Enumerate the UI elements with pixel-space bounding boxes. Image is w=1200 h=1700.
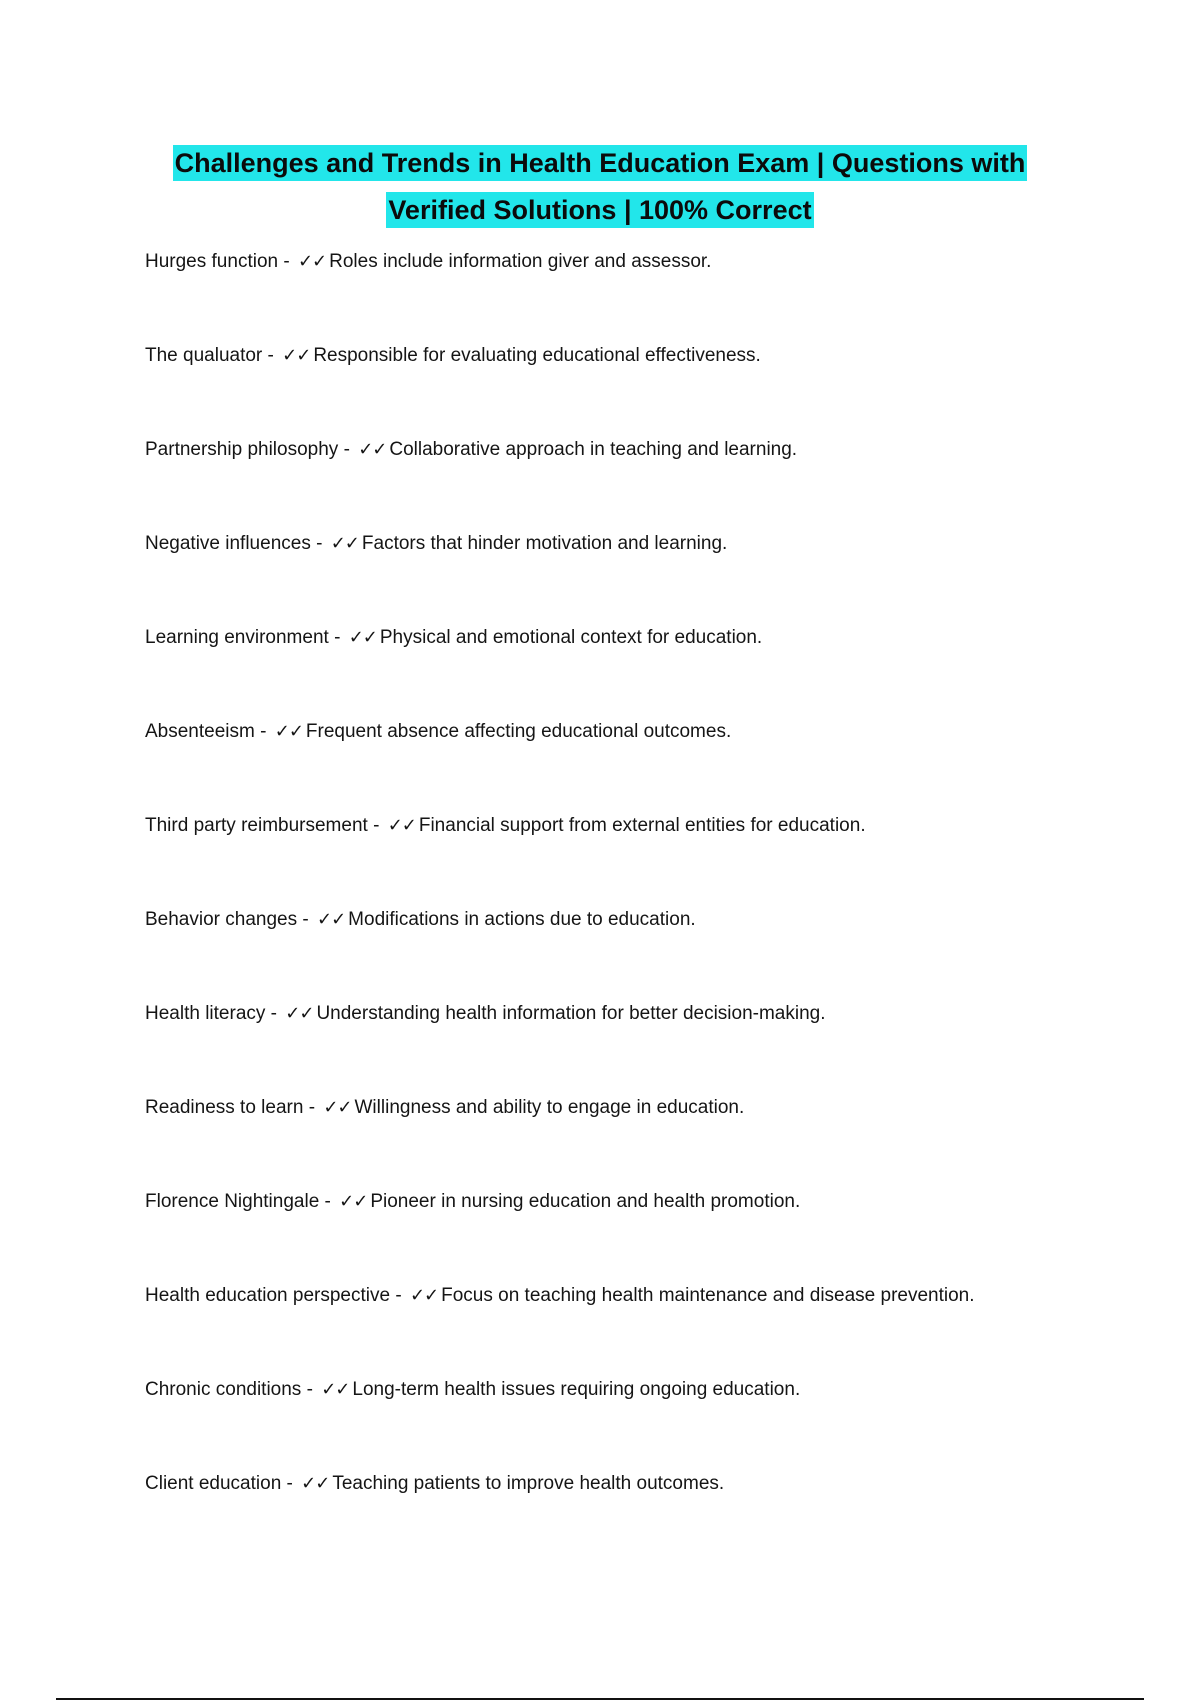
- term-text: Third party reimbursement: [145, 815, 368, 836]
- double-check-icon: ✓✓: [317, 909, 346, 930]
- answer-text: Financial support from external entities for education.: [418, 815, 866, 836]
- document-title: [0, 142, 1200, 236]
- separator-dash: -: [373, 815, 380, 836]
- double-check-icon: ✓✓: [274, 721, 303, 742]
- double-check-icon: ✓✓: [321, 1379, 350, 1400]
- term-text: Partnership philosophy: [145, 439, 339, 460]
- separator-dash: -: [302, 909, 309, 930]
- list-item: [145, 811, 1145, 905]
- list-item: [145, 1187, 1145, 1281]
- list-item: [145, 529, 1145, 623]
- answer-text: Focus on teaching health maintenance and disease prevention.: [441, 1285, 975, 1306]
- double-check-icon: ✓✓: [285, 1003, 314, 1024]
- double-check-icon: ✓✓: [358, 439, 387, 460]
- list-item: [145, 1281, 1145, 1375]
- term-text: Learning environment: [145, 627, 329, 648]
- double-check-icon: ✓✓: [323, 1097, 352, 1118]
- double-check-icon: ✓✓: [409, 1285, 439, 1306]
- double-check-icon: ✓✓: [330, 533, 359, 554]
- answer-text: Teaching patients to improve health outcomes.: [332, 1473, 725, 1494]
- term-text: Absenteeism: [145, 721, 255, 742]
- title-line-1: [0, 142, 1200, 189]
- separator-dash: -: [334, 627, 341, 648]
- list-item: [145, 905, 1145, 999]
- separator-dash: -: [306, 1379, 313, 1400]
- double-check-icon: ✓✓: [387, 815, 416, 836]
- separator-dash: -: [260, 721, 267, 742]
- separator-dash: -: [395, 1285, 402, 1306]
- separator-dash: -: [267, 345, 274, 366]
- list-item: [145, 435, 1145, 529]
- answer-text: Physical and emotional context for education.: [379, 627, 763, 648]
- double-check-icon: ✓✓: [301, 1473, 330, 1494]
- term-text: Health education perspective: [145, 1285, 391, 1306]
- separator-dash: -: [270, 1003, 277, 1024]
- answer-text: Modifications in actions due to education.: [348, 909, 696, 930]
- answer-text: Long-term health issues requiring ongoing education.: [352, 1379, 801, 1400]
- term-text: Behavior changes: [145, 909, 298, 930]
- term-text: Hurges function: [145, 251, 279, 272]
- list-item: [145, 1469, 1145, 1563]
- title-text-1: Challenges and Trends in Health Education Exam | Questions with: [173, 145, 1028, 181]
- double-check-icon: ✓✓: [297, 251, 327, 272]
- term-text: Negative influences: [145, 533, 311, 554]
- term-text: Chronic conditions: [145, 1379, 302, 1400]
- double-check-icon: ✓✓: [348, 627, 377, 648]
- list-item: [145, 623, 1145, 717]
- list-item: [145, 717, 1145, 811]
- separator-dash: -: [308, 1097, 316, 1118]
- term-text: Client education: [145, 1473, 282, 1494]
- separator-dash: -: [286, 1473, 293, 1494]
- answer-text: Pioneer in nursing education and health promotion.: [370, 1191, 801, 1212]
- answer-text: Factors that hinder motivation and learning.: [361, 533, 728, 554]
- answer-text: Collaborative approach in teaching and learning.: [389, 439, 798, 460]
- answer-text: Frequent absence affecting educational outcomes.: [305, 721, 732, 742]
- list-item: [145, 1093, 1145, 1187]
- answer-text: Willingness and ability to engage in education.: [354, 1097, 745, 1118]
- title-text-2: Verified Solutions | 100% Correct: [386, 192, 813, 228]
- qa-list: [145, 247, 1145, 1563]
- term-text: Health literacy: [145, 1003, 266, 1024]
- double-check-icon: ✓✓: [282, 345, 311, 366]
- answer-text: Understanding health information for better decision-making.: [316, 1003, 826, 1024]
- separator-dash: -: [283, 251, 290, 272]
- list-item: [145, 999, 1145, 1093]
- list-item: [145, 341, 1145, 435]
- answer-text: Responsible for evaluating educational effectiveness.: [313, 345, 761, 366]
- separator-dash: -: [316, 533, 323, 554]
- double-check-icon: ✓✓: [339, 1191, 368, 1212]
- answer-text: Roles include information giver and assessor.: [329, 251, 712, 272]
- separator-dash: -: [324, 1191, 331, 1212]
- term-text: The qualuator: [145, 345, 263, 366]
- title-line-2: [0, 189, 1200, 236]
- list-item: [145, 247, 1145, 341]
- separator-dash: -: [343, 439, 350, 460]
- list-item: [145, 1375, 1145, 1469]
- term-text: Florence Nightingale: [145, 1191, 320, 1212]
- term-text: Readiness to learn: [145, 1097, 304, 1118]
